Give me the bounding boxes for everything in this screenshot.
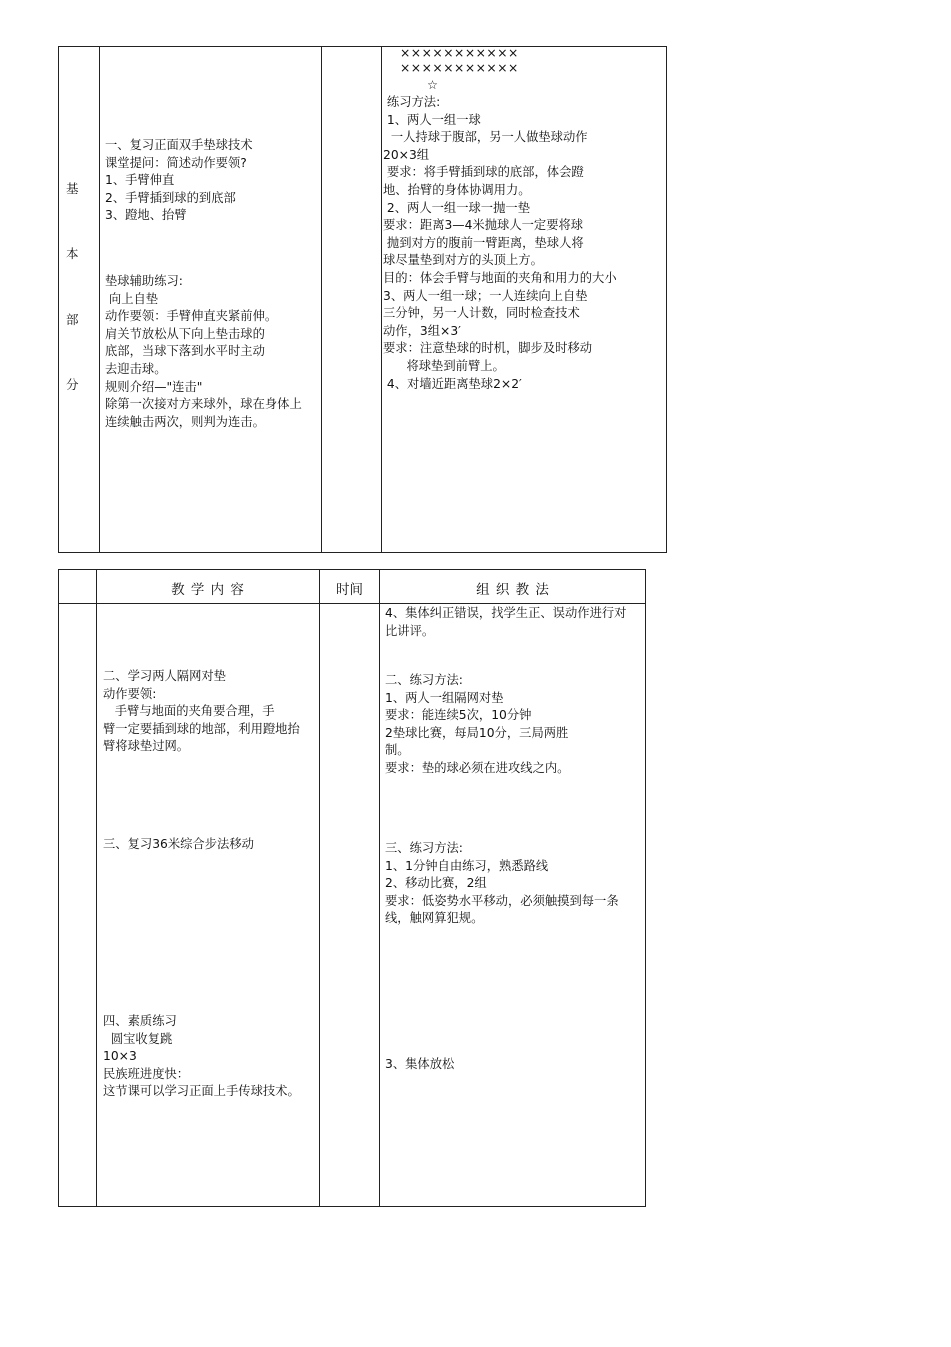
content-line: 民族班进度快： — [103, 1066, 190, 1081]
method-line: 一人持球于腹部，另一人做垫球动作 — [383, 130, 588, 145]
method-line: 将球垫到前臂上。 — [383, 358, 505, 373]
section-label-char: 分 — [66, 377, 79, 392]
content-line: 圆宝收复跳 — [103, 1031, 173, 1046]
content-line: 2、手臂插到球的到底部 — [105, 190, 236, 205]
method-line: 2、两人一组一球一抛一垫 — [383, 200, 530, 215]
method-line: 比讲评。 — [385, 623, 435, 638]
column-divider — [319, 570, 320, 1206]
content-line: 手臂与地面的夹角要合理，手 — [103, 704, 275, 719]
method-line: 4、集体纠正错误，找学生正、误动作进行对 — [385, 606, 627, 620]
content-line: 课堂提问：简述动作要领? — [105, 155, 247, 170]
column-divider — [379, 570, 380, 1206]
method-line: 20×3组 — [383, 147, 430, 162]
method-line: 要求：注意垫球的时机，脚步及时移动 — [383, 341, 593, 356]
content-section-two-person-bump — [103, 668, 300, 756]
section-label-char: 本 — [66, 246, 79, 261]
method-line: 3、集体放松 — [385, 1057, 455, 1071]
content-line: 四、素质练习 — [103, 1014, 177, 1028]
method-line: 球尽量垫到对方的头顶上方。 — [383, 253, 543, 268]
header-divider — [59, 603, 645, 604]
content-line: 动作要领: — [103, 686, 157, 701]
method-line: 要求：能连续5次，10分钟 — [385, 708, 532, 723]
method-line: 1、两人一组隔网对垫 — [385, 690, 504, 705]
content-line: 动作要领：手臂伸直夹紧前伸。 — [105, 309, 278, 324]
content-line: 3、蹬地、抬臂 — [105, 208, 187, 223]
lesson-table-part-2 — [58, 569, 646, 1207]
content-line: 10×3 — [103, 1049, 137, 1064]
content-line: 臂一定要插到球的地部，利用蹬地抬 — [103, 721, 300, 736]
column-divider — [321, 47, 322, 552]
column-divider — [381, 47, 382, 552]
method-line: 1、1分钟自由练习，熟悉路线 — [385, 858, 549, 873]
method-line: 练习方法: — [383, 95, 441, 109]
practice-methods — [383, 94, 617, 393]
method-line: 3、两人一组一球；一人连续向上自垫 — [383, 288, 588, 303]
content-section-footwork — [103, 836, 254, 854]
content-line: 除第一次接对方来球外，球在身体上 — [105, 397, 302, 412]
section-label-char: 部 — [66, 312, 79, 327]
auxiliary-practice — [105, 273, 302, 431]
column-divider — [96, 570, 97, 1206]
method-line: 三分钟，另一人计数，同时检查技术 — [383, 306, 580, 321]
content-line: 臂将球垫过网。 — [103, 739, 190, 754]
content-line: 垫球辅助练习: — [105, 274, 183, 288]
method-line: 二、练习方法: — [385, 673, 463, 687]
method-section-cooldown — [385, 1056, 454, 1074]
method-section-correction — [385, 605, 626, 640]
content-line: 这节课可以学习正面上手传球技术。 — [103, 1084, 300, 1099]
header-time: 时间 — [336, 582, 363, 598]
method-line: 2、移动比赛，2组 — [385, 876, 487, 891]
content-line: 底部，当球下落到水平时主动 — [105, 344, 265, 359]
method-line: 1、两人一组一球 — [383, 112, 481, 127]
method-line: 2垫球比赛，每局10分，三局两胜 — [385, 725, 569, 740]
content-line: 1、手臂伸直 — [105, 173, 175, 188]
method-line: 三、练习方法: — [385, 841, 463, 855]
method-line: 目的：体会手臂与地面的夹角和用力的大小 — [383, 270, 617, 285]
method-line: 动作，3组×3′ — [383, 323, 461, 338]
lesson-table-part-1 — [58, 46, 667, 553]
content-line: 二、学习两人隔网对垫 — [103, 669, 226, 683]
method-line: 线，触网算犯规。 — [385, 911, 484, 926]
method-line: 要求：垫的球必须在进攻线之内。 — [385, 760, 570, 775]
header-organization-method: 组 织 教 法 — [476, 582, 550, 598]
content-line: 向上自垫 — [105, 291, 159, 306]
content-line: 连续触击两次，则判为连击。 — [105, 414, 265, 429]
method-line: 制。 — [385, 743, 410, 758]
method-line: 要求：低姿势水平移动，必须触摸到每一条 — [385, 893, 619, 908]
column-divider — [99, 47, 100, 552]
content-line: 三、复习36米综合步法移动 — [103, 837, 254, 851]
method-line: 4、对墙近距离垫球2×2′ — [383, 376, 522, 391]
header-teaching-content: 教 学 内 容 — [171, 582, 245, 598]
method-section-net-bump — [385, 672, 569, 778]
formation-row: ××××××××××× — [400, 46, 519, 60]
content-line: 去迎击球。 — [105, 361, 167, 376]
content-line: 一、复习正面双手垫球技术 — [105, 138, 253, 152]
method-line: 要求：距离3—4米抛球人一定要将球 — [383, 218, 584, 233]
method-section-footwork — [385, 840, 619, 928]
method-line: 地、抬臂的身体协调用力。 — [383, 182, 531, 197]
content-line: 肩关节放松从下向上垫击球的 — [105, 326, 265, 341]
content-section-fitness — [103, 1013, 300, 1101]
method-line: 抛到对方的腹前一臂距离，垫球人将 — [383, 235, 584, 250]
formation-row: ××××××××××× — [400, 61, 519, 75]
review-bump-technique — [105, 137, 253, 225]
section-label-char: 基 — [66, 181, 79, 196]
method-line: 要求：将手臂插到球的底部，体会蹬 — [383, 165, 584, 180]
teacher-star-icon: ☆ — [427, 78, 439, 92]
content-line: 规则介绍—"连击" — [105, 379, 203, 394]
